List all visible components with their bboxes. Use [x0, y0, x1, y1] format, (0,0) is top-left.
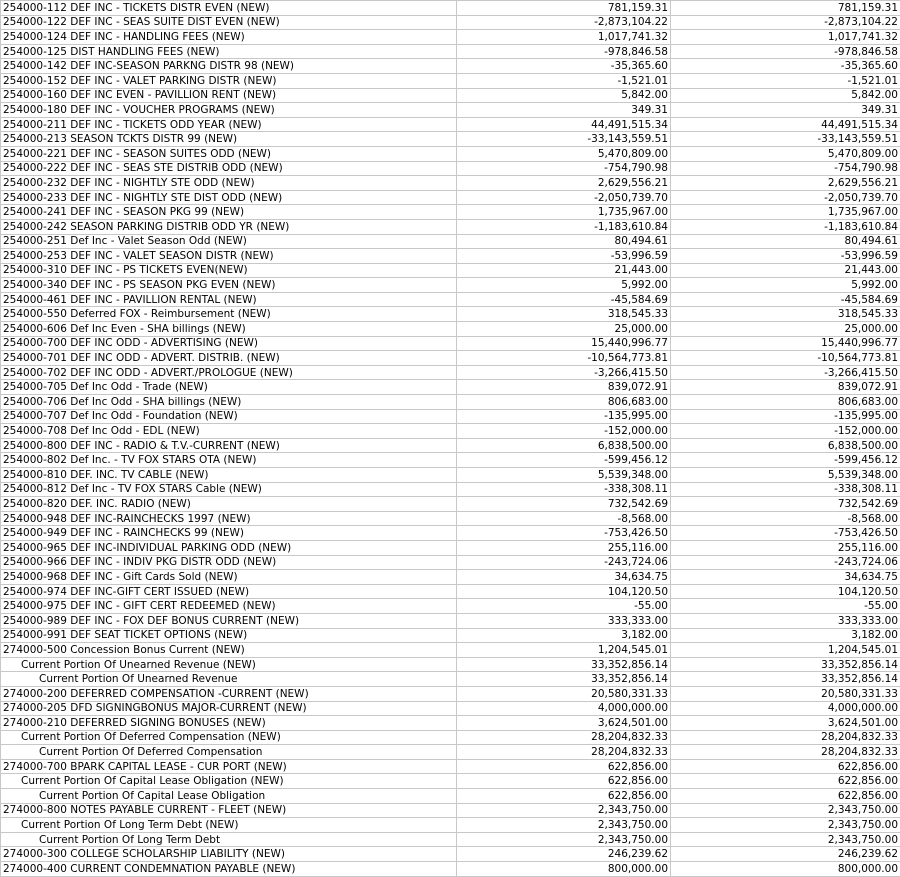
table-row: [1, 453, 900, 468]
account-label-cell[interactable]: 254000-966 DEF INC - INDIV PKG DISTR ODD (NEW): [1, 555, 457, 570]
table-row: [1, 15, 900, 30]
amount-cell-b[interactable]: 21,443.00: [671, 263, 900, 278]
amount-cell-a[interactable]: -599,456.12: [457, 453, 671, 468]
amount-cell-b[interactable]: 2,343,750.00: [671, 832, 900, 847]
amount-cell-a[interactable]: -754,790.98: [457, 161, 671, 176]
amount-cell-a[interactable]: 28,204,832.33: [457, 730, 671, 745]
amount-cell-b[interactable]: 44,491,515.34: [671, 117, 900, 132]
account-label-cell[interactable]: Current Portion Of Capital Lease Obligation: [1, 789, 457, 804]
amount-cell-b[interactable]: -33,143,559.51: [671, 132, 900, 147]
amount-cell-a[interactable]: -33,143,559.51: [457, 132, 671, 147]
account-label-cell[interactable]: 254000-948 DEF INC-RAINCHECKS 1997 (NEW): [1, 511, 457, 526]
amount-cell-b[interactable]: 4,000,000.00: [671, 701, 900, 716]
account-label-cell[interactable]: 254000-974 DEF INC-GIFT CERT ISSUED (NEW): [1, 584, 457, 599]
amount-cell-b[interactable]: -135,995.00: [671, 409, 900, 424]
amount-cell-b[interactable]: -753,426.50: [671, 526, 900, 541]
account-label-cell[interactable]: 254000-965 DEF INC-INDIVIDUAL PARKING ODD (NEW): [1, 540, 457, 555]
amount-cell-b[interactable]: 5,470,809.00: [671, 146, 900, 161]
table-row: [1, 847, 900, 862]
amount-cell-b[interactable]: 3,624,501.00: [671, 716, 900, 731]
amount-cell-a[interactable]: -2,873,104.22: [457, 15, 671, 30]
amount-cell-a[interactable]: 6,838,500.00: [457, 438, 671, 453]
amount-cell-b[interactable]: 622,856.00: [671, 774, 900, 789]
account-label-cell[interactable]: 254000-812 Def Inc - TV FOX STARS Cable (NEW): [1, 482, 457, 497]
amount-cell-a[interactable]: 4,000,000.00: [457, 701, 671, 716]
table-row: [1, 643, 900, 658]
table-row: [1, 249, 900, 264]
amount-cell-a[interactable]: 1,735,967.00: [457, 205, 671, 220]
account-label-cell[interactable]: 254000-606 Def Inc Even - SHA billings (NEW): [1, 322, 457, 337]
amount-cell-b[interactable]: 33,352,856.14: [671, 672, 900, 687]
account-label-cell[interactable]: 254000-989 DEF INC - FOX DEF BONUS CURRENT (NEW): [1, 613, 457, 628]
table-row: [1, 438, 900, 453]
account-label-cell[interactable]: 254000-701 DEF INC ODD - ADVERT. DISTRIB. (NEW): [1, 351, 457, 366]
amount-cell-b[interactable]: 732,542.69: [671, 497, 900, 512]
amount-cell-a[interactable]: 622,856.00: [457, 774, 671, 789]
account-label-cell[interactable]: 274000-210 DEFERRED SIGNING BONUSES (NEW): [1, 716, 457, 731]
amount-cell-b[interactable]: 246,239.62: [671, 847, 900, 862]
amount-cell-a[interactable]: 21,443.00: [457, 263, 671, 278]
amount-cell-b[interactable]: 5,992.00: [671, 278, 900, 293]
amount-cell-b[interactable]: 622,856.00: [671, 759, 900, 774]
account-label-cell[interactable]: 254000-242 SEASON PARKING DISTRIB ODD YR (NEW): [1, 219, 457, 234]
table-row: [1, 599, 900, 614]
amount-cell-a[interactable]: 2,343,750.00: [457, 818, 671, 833]
amount-cell-a[interactable]: -45,584.69: [457, 292, 671, 307]
table-row: [1, 497, 900, 512]
amount-cell-b[interactable]: -2,050,739.70: [671, 190, 900, 205]
account-label-cell[interactable]: 254000-160 DEF INC EVEN - PAVILLION RENT (NEW): [1, 88, 457, 103]
account-label-cell[interactable]: 254000-221 DEF INC - SEASON SUITES ODD (NEW): [1, 146, 457, 161]
account-label-cell[interactable]: 254000-233 DEF INC - NIGHTLY STE DIST ODD (NEW): [1, 190, 457, 205]
table-row: [1, 701, 900, 716]
amount-cell-a[interactable]: 34,634.75: [457, 570, 671, 585]
table-row: [1, 716, 900, 731]
amount-cell-b[interactable]: -338,308.11: [671, 482, 900, 497]
ledger-rows: [1, 1, 900, 877]
amount-cell-a[interactable]: 5,539,348.00: [457, 468, 671, 483]
table-row: [1, 789, 900, 804]
table-row: [1, 818, 900, 833]
amount-cell-a[interactable]: 1,017,741.32: [457, 30, 671, 45]
amount-cell-a[interactable]: 781,159.31: [457, 1, 671, 16]
table-row: [1, 117, 900, 132]
amount-cell-a[interactable]: -753,426.50: [457, 526, 671, 541]
account-label-cell[interactable]: 254000-820 DEF. INC. RADIO (NEW): [1, 497, 457, 512]
amount-cell-a[interactable]: 2,343,750.00: [457, 803, 671, 818]
account-label-cell[interactable]: 254000-802 Def Inc. - TV FOX STARS OTA (NEW): [1, 453, 457, 468]
account-label-cell[interactable]: Current Portion Of Unearned Revenue: [1, 672, 457, 687]
amount-cell-b[interactable]: 33,352,856.14: [671, 657, 900, 672]
table-row: [1, 657, 900, 672]
amount-cell-a[interactable]: 80,494.61: [457, 234, 671, 249]
table-row: [1, 73, 900, 88]
amount-cell-b[interactable]: -35,365.60: [671, 59, 900, 74]
amount-cell-b[interactable]: -152,000.00: [671, 424, 900, 439]
table-row: [1, 307, 900, 322]
table-row: [1, 526, 900, 541]
amount-cell-a[interactable]: 28,204,832.33: [457, 745, 671, 760]
table-row: [1, 468, 900, 483]
account-label-cell[interactable]: 254000-251 Def Inc - Valet Season Odd (NEW): [1, 234, 457, 249]
amount-cell-a[interactable]: -55.00: [457, 599, 671, 614]
account-label-cell[interactable]: 274000-300 COLLEGE SCHOLARSHIP LIABILITY (NEW): [1, 847, 457, 862]
account-label-cell[interactable]: 254000-125 DIST HANDLING FEES (NEW): [1, 44, 457, 59]
amount-cell-b[interactable]: 2,343,750.00: [671, 818, 900, 833]
amount-cell-a[interactable]: 839,072.91: [457, 380, 671, 395]
amount-cell-b[interactable]: 28,204,832.33: [671, 745, 900, 760]
table-row: [1, 540, 900, 555]
table-row: [1, 205, 900, 220]
amount-cell-b[interactable]: -53,996.59: [671, 249, 900, 264]
account-label-cell[interactable]: Current Portion Of Deferred Compensation (NEW): [1, 730, 457, 745]
table-row: [1, 103, 900, 118]
amount-cell-b[interactable]: -45,584.69: [671, 292, 900, 307]
amount-cell-a[interactable]: -35,365.60: [457, 59, 671, 74]
table-row: [1, 161, 900, 176]
account-label-cell[interactable]: 254000-949 DEF INC - RAINCHECKS 99 (NEW): [1, 526, 457, 541]
amount-cell-b[interactable]: 333,333.00: [671, 613, 900, 628]
account-label-cell[interactable]: 254000-211 DEF INC - TICKETS ODD YEAR (NEW): [1, 117, 457, 132]
amount-cell-a[interactable]: 246,239.62: [457, 847, 671, 862]
table-row: [1, 322, 900, 337]
account-label-cell[interactable]: 254000-700 DEF INC ODD - ADVERTISING (NEW): [1, 336, 457, 351]
table-row: [1, 730, 900, 745]
account-label-cell[interactable]: 274000-205 DFD SIGNINGBONUS MAJOR-CURRENT (NEW): [1, 701, 457, 716]
account-label-cell[interactable]: 274000-800 NOTES PAYABLE CURRENT - FLEET (NEW): [1, 803, 457, 818]
table-row: [1, 88, 900, 103]
table-row: [1, 190, 900, 205]
amount-cell-a[interactable]: -8,568.00: [457, 511, 671, 526]
table-row: [1, 482, 900, 497]
amount-cell-a[interactable]: 5,470,809.00: [457, 146, 671, 161]
amount-cell-b[interactable]: 839,072.91: [671, 380, 900, 395]
account-label-cell[interactable]: 254000-461 DEF INC - PAVILLION RENTAL (NEW): [1, 292, 457, 307]
amount-cell-a[interactable]: -243,724.06: [457, 555, 671, 570]
amount-cell-b[interactable]: 255,116.00: [671, 540, 900, 555]
amount-cell-b[interactable]: 349.31: [671, 103, 900, 118]
amount-cell-b[interactable]: 2,343,750.00: [671, 803, 900, 818]
amount-cell-a[interactable]: -338,308.11: [457, 482, 671, 497]
account-label-cell[interactable]: Current Portion Of Deferred Compensation: [1, 745, 457, 760]
amount-cell-b[interactable]: 1,017,741.32: [671, 30, 900, 45]
amount-cell-b[interactable]: 2,629,556.21: [671, 176, 900, 191]
table-row: [1, 774, 900, 789]
amount-cell-a[interactable]: 2,343,750.00: [457, 832, 671, 847]
amount-cell-b[interactable]: 1,204,545.01: [671, 643, 900, 658]
amount-cell-a[interactable]: 33,352,856.14: [457, 672, 671, 687]
account-label-cell[interactable]: 254000-975 DEF INC - GIFT CERT REDEEMED (NEW): [1, 599, 457, 614]
table-row: [1, 351, 900, 366]
table-row: [1, 292, 900, 307]
account-label-cell[interactable]: 254000-124 DEF INC - HANDLING FEES (NEW): [1, 30, 457, 45]
account-label-cell[interactable]: 254000-550 Deferred FOX - Reimbursement (NEW): [1, 307, 457, 322]
account-label-cell[interactable]: 254000-152 DEF INC - VALET PARKING DISTR (NEW): [1, 73, 457, 88]
table-row: [1, 59, 900, 74]
amount-cell-a[interactable]: -1,183,610.84: [457, 219, 671, 234]
amount-cell-b[interactable]: -3,266,415.50: [671, 365, 900, 380]
amount-cell-a[interactable]: 44,491,515.34: [457, 117, 671, 132]
account-label-cell[interactable]: Current Portion Of Unearned Revenue (NEW): [1, 657, 457, 672]
table-row: [1, 584, 900, 599]
amount-cell-b[interactable]: -1,521.01: [671, 73, 900, 88]
amount-cell-b[interactable]: 781,159.31: [671, 1, 900, 16]
amount-cell-b[interactable]: 20,580,331.33: [671, 686, 900, 701]
table-row: [1, 30, 900, 45]
table-row: [1, 409, 900, 424]
account-label-cell[interactable]: 254000-968 DEF INC - Gift Cards Sold (NEW): [1, 570, 457, 585]
account-label-cell[interactable]: 254000-810 DEF. INC. TV CABLE (NEW): [1, 468, 457, 483]
account-label-cell[interactable]: 274000-700 BPARK CAPITAL LEASE - CUR PORT (NEW): [1, 759, 457, 774]
table-row: [1, 395, 900, 410]
table-row: [1, 424, 900, 439]
account-label-cell[interactable]: Current Portion Of Long Term Debt (NEW): [1, 818, 457, 833]
account-label-cell[interactable]: Current Portion Of Long Term Debt: [1, 832, 457, 847]
amount-cell-a[interactable]: 255,116.00: [457, 540, 671, 555]
table-row: [1, 862, 900, 877]
amount-cell-a[interactable]: 349.31: [457, 103, 671, 118]
amount-cell-b[interactable]: -599,456.12: [671, 453, 900, 468]
amount-cell-b[interactable]: 28,204,832.33: [671, 730, 900, 745]
table-row: [1, 832, 900, 847]
account-label-cell[interactable]: 254000-253 DEF INC - VALET SEASON DISTR (NEW): [1, 249, 457, 264]
account-label-cell[interactable]: 254000-180 DEF INC - VOUCHER PROGRAMS (NEW): [1, 103, 457, 118]
amount-cell-a[interactable]: 622,856.00: [457, 789, 671, 804]
amount-cell-a[interactable]: -2,050,739.70: [457, 190, 671, 205]
amount-cell-a[interactable]: -3,266,415.50: [457, 365, 671, 380]
amount-cell-b[interactable]: 5,842.00: [671, 88, 900, 103]
table-row: [1, 336, 900, 351]
amount-cell-a[interactable]: -152,000.00: [457, 424, 671, 439]
amount-cell-a[interactable]: 25,000.00: [457, 322, 671, 337]
account-label-cell[interactable]: 254000-702 DEF INC ODD - ADVERT./PROLOGUE (NEW): [1, 365, 457, 380]
table-row: [1, 511, 900, 526]
amount-cell-a[interactable]: 318,545.33: [457, 307, 671, 322]
amount-cell-b[interactable]: -55.00: [671, 599, 900, 614]
account-label-cell[interactable]: 254000-213 SEASON TCKTS DISTR 99 (NEW): [1, 132, 457, 147]
table-row: [1, 234, 900, 249]
amount-cell-b[interactable]: 622,856.00: [671, 789, 900, 804]
table-row: [1, 380, 900, 395]
amount-cell-a[interactable]: 806,683.00: [457, 395, 671, 410]
account-label-cell[interactable]: 254000-112 DEF INC - TICKETS DISTR EVEN (NEW): [1, 1, 457, 16]
table-row: [1, 745, 900, 760]
amount-cell-b[interactable]: 6,838,500.00: [671, 438, 900, 453]
table-row: [1, 278, 900, 293]
amount-cell-a[interactable]: 3,624,501.00: [457, 716, 671, 731]
table-row: [1, 570, 900, 585]
amount-cell-a[interactable]: -978,846.58: [457, 44, 671, 59]
table-row: [1, 1, 900, 16]
account-label-cell[interactable]: 274000-200 DEFERRED COMPENSATION -CURRENT (NEW): [1, 686, 457, 701]
account-label-cell[interactable]: 254000-142 DEF INC-SEASON PARKNG DISTR 98 (NEW): [1, 59, 457, 74]
amount-cell-a[interactable]: 33,352,856.14: [457, 657, 671, 672]
amount-cell-b[interactable]: 1,735,967.00: [671, 205, 900, 220]
account-label-cell[interactable]: 254000-222 DEF INC - SEAS STE DISTRIB ODD (NEW): [1, 161, 457, 176]
amount-cell-b[interactable]: -243,724.06: [671, 555, 900, 570]
amount-cell-b[interactable]: 104,120.50: [671, 584, 900, 599]
account-label-cell[interactable]: 254000-310 DEF INC - PS TICKETS EVEN(NEW): [1, 263, 457, 278]
amount-cell-a[interactable]: -10,564,773.81: [457, 351, 671, 366]
account-label-cell[interactable]: 254000-707 Def Inc Odd - Foundation (NEW): [1, 409, 457, 424]
amount-cell-b[interactable]: 5,539,348.00: [671, 468, 900, 483]
table-row: [1, 44, 900, 59]
amount-cell-a[interactable]: -135,995.00: [457, 409, 671, 424]
amount-cell-a[interactable]: -1,521.01: [457, 73, 671, 88]
amount-cell-b[interactable]: 800,000.00: [671, 862, 900, 877]
amount-cell-a[interactable]: 3,182.00: [457, 628, 671, 643]
amount-cell-a[interactable]: 800,000.00: [457, 862, 671, 877]
table-row: [1, 132, 900, 147]
amount-cell-b[interactable]: 15,440,996.77: [671, 336, 900, 351]
amount-cell-b[interactable]: -2,873,104.22: [671, 15, 900, 30]
table-row: [1, 146, 900, 161]
table-row: [1, 263, 900, 278]
account-label-cell[interactable]: 274000-500 Concession Bonus Current (NEW): [1, 643, 457, 658]
table-row: [1, 613, 900, 628]
account-label-cell[interactable]: 254000-122 DEF INC - SEAS SUITE DIST EVEN (NEW): [1, 15, 457, 30]
account-label-cell[interactable]: Current Portion Of Capital Lease Obligation (NEW): [1, 774, 457, 789]
table-row: [1, 686, 900, 701]
amount-cell-a[interactable]: 104,120.50: [457, 584, 671, 599]
amount-cell-a[interactable]: 5,992.00: [457, 278, 671, 293]
amount-cell-b[interactable]: 318,545.33: [671, 307, 900, 322]
amount-cell-a[interactable]: 622,856.00: [457, 759, 671, 774]
table-row: [1, 219, 900, 234]
amount-cell-b[interactable]: -8,568.00: [671, 511, 900, 526]
account-label-cell[interactable]: 254000-705 Def Inc Odd - Trade (NEW): [1, 380, 457, 395]
amount-cell-a[interactable]: 20,580,331.33: [457, 686, 671, 701]
account-label-cell[interactable]: 254000-340 DEF INC - PS SEASON PKG EVEN (NEW): [1, 278, 457, 293]
amount-cell-b[interactable]: 3,182.00: [671, 628, 900, 643]
account-label-cell[interactable]: 254000-708 Def Inc Odd - EDL (NEW): [1, 424, 457, 439]
account-label-cell[interactable]: 254000-232 DEF INC - NIGHTLY STE ODD (NEW): [1, 176, 457, 191]
account-label-cell[interactable]: 254000-800 DEF INC - RADIO & T.V.-CURRENT (NEW): [1, 438, 457, 453]
account-label-cell[interactable]: 254000-241 DEF INC - SEASON PKG 99 (NEW): [1, 205, 457, 220]
amount-cell-a[interactable]: 732,542.69: [457, 497, 671, 512]
account-label-cell[interactable]: 254000-991 DEF SEAT TICKET OPTIONS (NEW): [1, 628, 457, 643]
amount-cell-b[interactable]: -1,183,610.84: [671, 219, 900, 234]
table-row: [1, 555, 900, 570]
table-row: [1, 176, 900, 191]
account-label-cell[interactable]: 254000-706 Def Inc Odd - SHA billings (NEW): [1, 395, 457, 410]
account-label-cell[interactable]: 274000-400 CURRENT CONDEMNATION PAYABLE (NEW): [1, 862, 457, 877]
table-row: [1, 672, 900, 687]
amount-cell-b[interactable]: 25,000.00: [671, 322, 900, 337]
amount-cell-a[interactable]: 15,440,996.77: [457, 336, 671, 351]
table-row: [1, 759, 900, 774]
amount-cell-b[interactable]: 806,683.00: [671, 395, 900, 410]
amount-cell-a[interactable]: 2,629,556.21: [457, 176, 671, 191]
amount-cell-b[interactable]: 80,494.61: [671, 234, 900, 249]
amount-cell-a[interactable]: -53,996.59: [457, 249, 671, 264]
table-row: [1, 365, 900, 380]
amount-cell-b[interactable]: -754,790.98: [671, 161, 900, 176]
amount-cell-a[interactable]: 333,333.00: [457, 613, 671, 628]
table-row: [1, 628, 900, 643]
amount-cell-b[interactable]: 34,634.75: [671, 570, 900, 585]
amount-cell-b[interactable]: -10,564,773.81: [671, 351, 900, 366]
amount-cell-a[interactable]: 5,842.00: [457, 88, 671, 103]
amount-cell-b[interactable]: -978,846.58: [671, 44, 900, 59]
amount-cell-a[interactable]: 1,204,545.01: [457, 643, 671, 658]
